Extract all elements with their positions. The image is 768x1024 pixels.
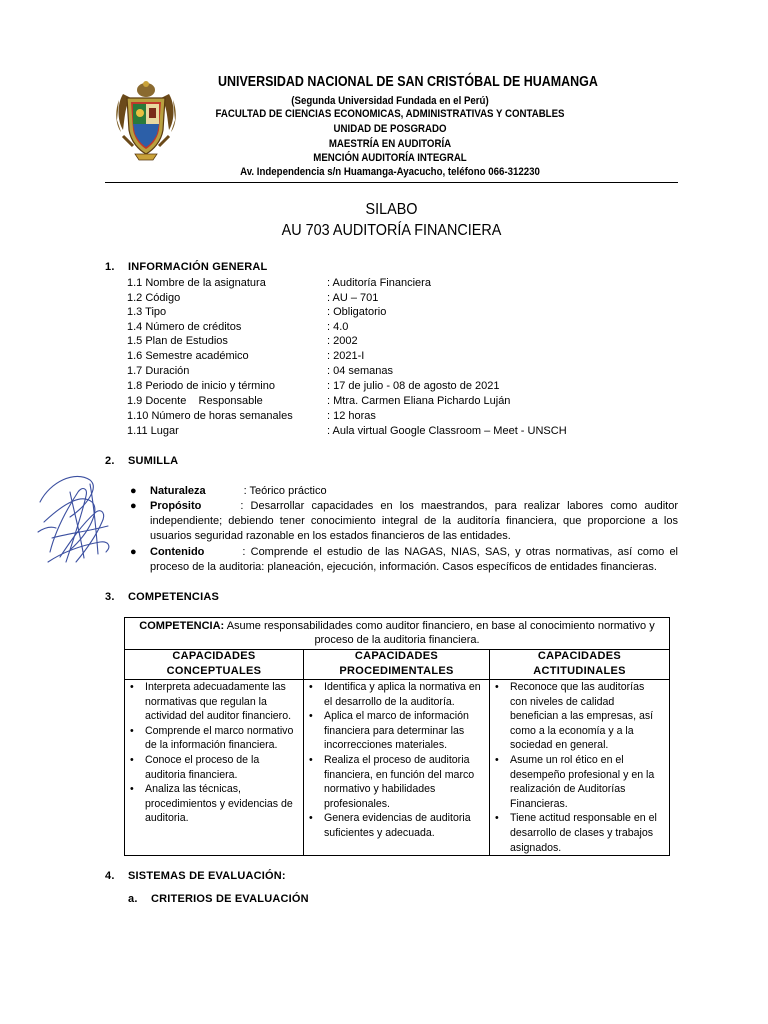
unit-name: UNIDAD DE POSGRADO xyxy=(333,123,447,135)
master-name: MAESTRÍA EN AUDITORÍA xyxy=(328,138,452,150)
mention-name: MENCIÓN AUDITORÍA INTEGRAL xyxy=(313,152,467,164)
faculty-name: FACULTAD DE CIENCIAS ECONOMICAS, ADMINISTRATIVAS Y CONTABLES xyxy=(215,108,565,120)
handwritten-signature-icon xyxy=(30,462,125,580)
procedimentales-list xyxy=(304,680,484,841)
column-header-actitudinales: CAPACIDADES ACTITUDINALES xyxy=(490,649,669,680)
list-item: • Realiza el proceso de auditoria financiera, en función del marco normativo y habilidades profesionales. xyxy=(309,753,475,810)
list-item: • Analiza las técnicas, procedimientos y evidencias de auditoria. xyxy=(130,783,293,825)
list-item: • Tiene actitud responsable en el desarrollo de clases y trabajos asignados. xyxy=(495,812,657,854)
column-header-conceptuales: CAPACIDADES CONCEPTUALES xyxy=(125,649,303,680)
address: Av. Independencia s/n Huamanga-Ayacucho, teléfono 066-312230 xyxy=(240,166,540,178)
list-item: • Conoce el proceso de la auditoria financiera. xyxy=(130,753,260,781)
sumilla-naturaleza: Naturaleza : Teórico práctico xyxy=(150,485,327,497)
sumilla-contenido: Contenido : Comprende el estudio de las NAGAS, NIAS, SAS, y otras normativas, así como el proceso de la auditoria: planeación, ejecución, información. Casos específicos de entidades financieras. xyxy=(150,546,678,573)
list-item: • Aplica el marco de información financiera para determinar las incorrecciones materiales. xyxy=(309,710,469,752)
sumilla-proposito: Propósito : Desarrollar capacidades en los maestrandos, para realizar labores como auditor independiente; debiendo tener conocimiento integral de la auditoría financiera, que proporcione a los usuarios seguridad razonable en los estados financieros de las entidades. xyxy=(150,500,678,542)
column-header-procedimentales: CAPACIDADES PROCEDIMENTALES xyxy=(304,649,489,680)
competencias-table xyxy=(124,617,670,856)
header-divider xyxy=(105,182,678,183)
university-seal-icon xyxy=(113,80,179,164)
course-title: AU 703 AUDITORÍA FINANCIERA xyxy=(281,222,502,239)
university-name: UNIVERSIDAD NACIONAL DE SAN CRISTÓBAL DE HUAMANGA xyxy=(218,74,598,90)
list-item: • Genera evidencias de auditoria suficientes y adecuada. xyxy=(309,812,471,839)
bullet-icon: ● xyxy=(130,500,137,512)
competencia-header: COMPETENCIA: Asume responsabilidades como auditor financiero, en base al conocimiento normativo y proceso de la auditoria financiera. xyxy=(125,618,669,650)
syllabus-page: UNIVERSIDAD NACIONAL DE SAN CRISTÓBAL DE HUAMANGA (Segunda Universidad Fundada en el Perú) FACULTAD DE CIENCIAS ECONOMICAS, ADMINISTRATIVAS Y CONTABLES UNIDAD DE POSGRADO MAESTRÍA EN AUDITORÍA MENCIÓN AUDITORÍA INTEGRAL Av. Independencia s/n Huamanga-Ayacucho, teléfono 066-312230 SILABO AU 703 AUDITORÍA FINANCIERA 1. INFORMACIÓN GENERAL 1.1 Nombre de la asignatura : Auditoría Financiera 1.2 Código : AU – 701 1.3 Tipo : Obligatorio 1.4 Número de créditos : 4.0 1.5 Plan de Estudios : 2002 1.6 Semestre académico : 2021-I 1.7 Duración : 04 semanas 1.8 Periodo de inicio y término : 17 de julio - 08 de agosto de 2021 1.9 Docente Responsable : Mtra. Carmen Eliana Pichardo Luján 1.10 Número de horas semanales : 12 horas 1.11 Lugar : Aula virtual Google Classroom – Meet - UNSCH 2. SUMILLA ● Naturaleza : Teórico práctico ● Propósito : Desarrollar capacidades en los maestrandos, para realizar labores como auditor independiente; debiendo tener conocimiento integral de la auditoría financiera, que proporcione a los usuarios seguridad razonable en los estados financieros de las entidades. ● Contenido : Comprende el estudio de las NAGAS, NIAS, SAS, y otras normativas, así como el proceso de la auditoria: planeación, ejecución, información. Casos específicos de entidades financieras. 3. COMPETENCIAS COMPETENCIA: Asume responsabilidades como auditor financiero, en base al conocimiento normativo y proceso de la auditoria financiera. CAPACIDADES CONCEPTUALES CAPACIDADES PROCEDIMENTALES CAPACIDADES ACTITUDINALES • Interpreta adecuadamente las normativas que regulan la actividad del auditor financiero. • Comprende el marco normativo de la información financiera. • Conoce el proceso de la auditoria financiera. • Analiza las técnicas, procedimientos y evidencias de auditoria. • Identifica y aplica la normativa en el desarrollo de la auditoría. • Aplica el marco de información financiera para determinar las incorrecciones materiales. • Realiza el proceso de auditoria financiera, en función del marco normativo y habilidades profesionales. • Genera evidencias de auditoria suficientes y adecuada. • Reconoce que las auditorías con niveles de calidad benefician a las empresas, así como a la economía y a la sociedad en general. • Asume un rol ético en el desempeño profesional y en la realización de Auditorías Financieras. • Tiene actitud responsable en el desarrollo de clases y trabajos asignados. 4. SISTEMAS DE EVALUACIÓN: a. CRITERIOS DE EVALUACIÓN xyxy=(0,0,768,1024)
conceptuales-list xyxy=(125,680,297,826)
document-title: SILABO xyxy=(365,201,418,218)
list-item: • Interpreta adecuadamente las normativas que regulan la actividad del auditor financiero. xyxy=(130,681,292,723)
actitudinales-list xyxy=(490,680,664,855)
list-item: • Comprende el marco normativo de la información financiera. xyxy=(130,724,294,752)
bullet-icon: ● xyxy=(130,485,137,497)
university-subtitle: (Segunda Universidad Fundada en el Perú) xyxy=(291,95,489,107)
bullet-icon: ● xyxy=(130,546,137,558)
list-item: • Reconoce que las auditorías con niveles de calidad benefician a las empresas, así como a la economía y a la sociedad en general. xyxy=(495,681,654,752)
list-item: • Asume un rol ético en el desempeño profesional y en la realización de Auditorías Financieras. xyxy=(495,753,655,810)
list-item: • Identifica y aplica la normativa en el desarrollo de la auditoría. xyxy=(309,681,481,708)
